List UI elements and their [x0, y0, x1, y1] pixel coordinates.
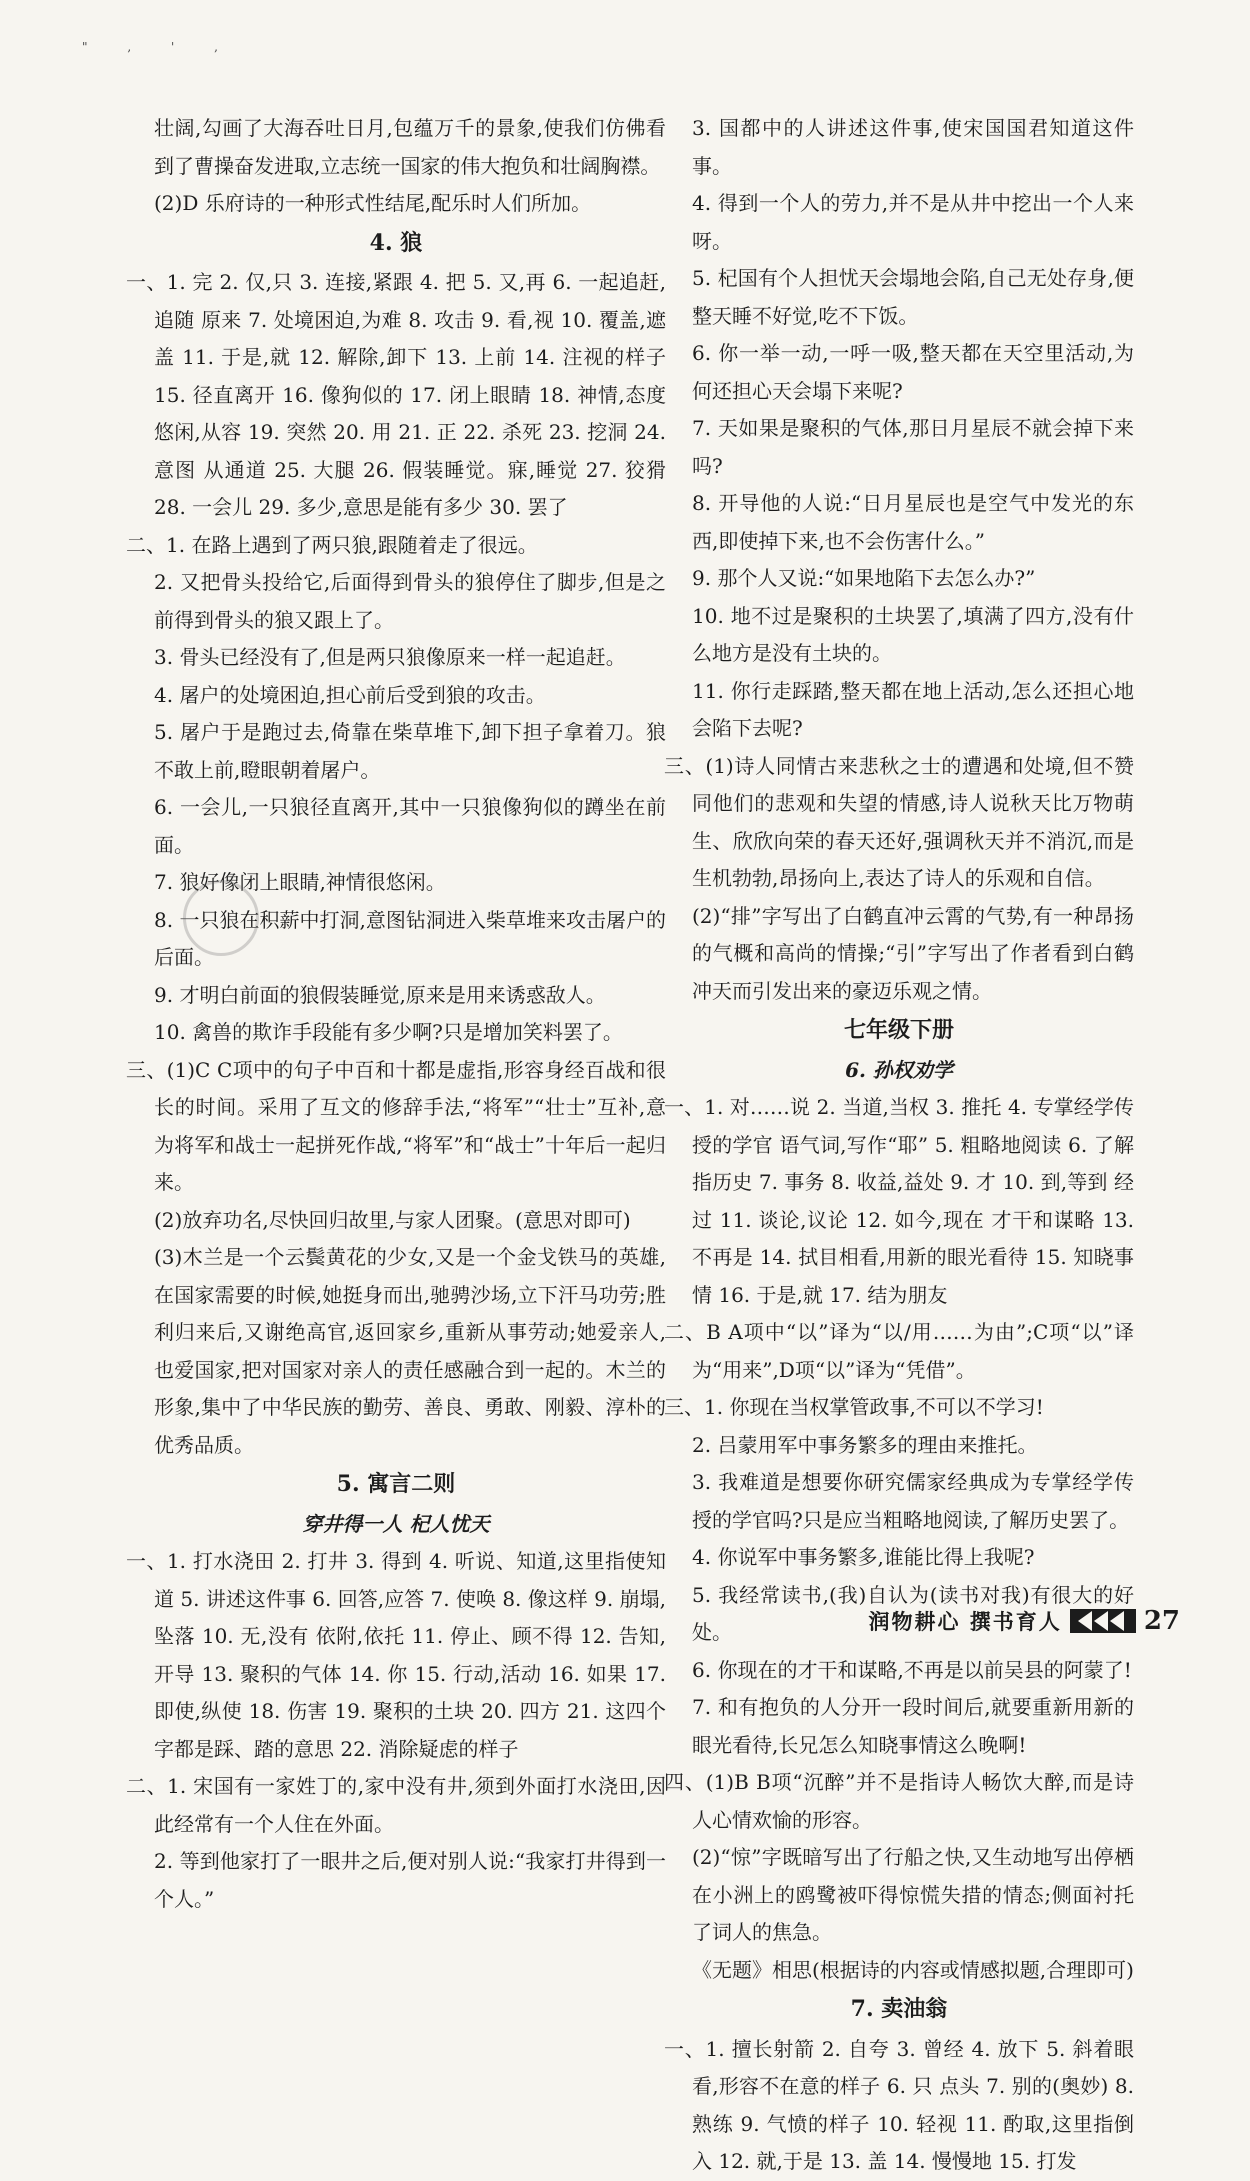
right-column: [664, 110, 1134, 2181]
answer-paragraph: 一、1. 打水浇田 2. 打井 3. 得到 4. 听说、知道,这里指使知道 5. 讲述这件事 6. 回答,应答 7. 使唤 8. 像这样 9. 崩塌,坠落 10. 无,没有 依附,依托 11. 停止、顾不得 12. 告知,开导 13. 聚积的气体 14. 你 15. 行动,活动 16. 如果 17. 即使,纵使 18. 伤害 19. 聚积的土块 20. 四方 21. 这四个字都是踩、踏的意思 22. 消除疑虑的样子: [126, 1549, 666, 1761]
answer-paragraph: 5. 我经常读书,(我)自认为(读书对我)有很大的好处。: [692, 1582, 1134, 1644]
answer-paragraph: 4. 屠户的处境困迫,担心前后受到狼的攻击。: [154, 682, 546, 707]
answer-paragraph: 三、(1)诗人同情古来悲秋之士的遭遇和处境,但不赞同他们的悲观和失望的情感,诗人说秋天比万物萌生、欣欣向荣的春天还好,强调秋天并不消沉,而是生机勃勃,昂扬向上,表达了诗人的乐观和自信。: [664, 753, 1134, 890]
answer-paragraph: 8. 开导他的人说:“日月星辰也是空气中发光的东西,即使掉下来,也不会伤害什么。”: [692, 491, 1134, 553]
section-heading: 7. 卖油翁: [850, 1996, 948, 2022]
answer-paragraph: (3)木兰是一个云鬓黄花的少女,又是一个金戈铁马的英雄,在国家需要的时候,她挺身而出,驰骋沙场,立下汗马功劳;胜利归来后,又谢绝高官,返回家乡,重新从事劳动;她爱亲人,也爱国家,把对国家对亲人的责任感融合到一起的。木兰的形象,集中了中华民族的勤劳、善良、勇敢、刚毅、淳朴的优秀品质。: [154, 1245, 666, 1457]
answer-paragraph: 一、1. 完 2. 仅,只 3. 连接,紧跟 4. 把 5. 又,再 6. 一起追赶,追随 原来 7. 处境困迫,为难 8. 攻击 9. 看,视 10. 覆盖,遮盖 11. 于是,就 12. 解除,卸下 13. 上前 14. 注视的样子 15. 径直离开 16. 像狗似的 17. 闭上眼睛 18. 神情,态度 悠闲,从容 19. 突然 20. 用 21. 正 22. 杀死 23. 挖洞 24. 意图 从通道 25. 大腿 26. 假装睡觉。寐,睡觉 27. 狡猾 28. 一会儿 29. 多少,意思是能有多少 30. 罢了: [126, 270, 666, 519]
section-heading: 4. 狼: [369, 229, 423, 256]
answer-paragraph: 3. 我难道是想要你研究儒家经典成为专掌经学传授的学官吗?只是应当粗略地阅读,了解历史罢了。: [692, 1470, 1134, 1532]
answer-paragraph: 《无题》相思(根据诗的内容或情感拟题,合理即可): [692, 1957, 1134, 1982]
answer-paragraph: 6. 你现在的才干和谋略,不再是以前吴县的阿蒙了!: [692, 1657, 1132, 1682]
section-subheading: 穿井得一人 杞人忧天: [302, 1511, 490, 1536]
answer-paragraph: (2)“排”字写出了白鹤直冲云霄的气势,有一种昂扬的气概和高尚的情操;“引”字写出了作者看到白鹤冲天而引发出来的豪迈乐观之情。: [692, 903, 1134, 1003]
section-heading: 5. 寓言二则: [336, 1471, 456, 1497]
answer-paragraph: 8. 一只狼在积薪中打洞,意图钻洞进入柴草堆来攻击屠户的后面。: [154, 907, 666, 969]
answer-paragraph: 2. 又把骨头投给它,后面得到骨头的狼停住了脚步,但是之前得到骨头的狼又跟上了。: [154, 570, 666, 632]
answer-paragraph: 7. 狼好像闭上眼睛,神情很悠闲。: [154, 870, 446, 894]
answer-paragraph: 9. 那个人又说:“如果地陷下去怎么办?”: [692, 566, 1036, 590]
footer-slogan: 润物耕心 撰书育人: [868, 1609, 1062, 1634]
answer-paragraph: 7. 和有抱负的人分开一段时间后,就要重新用新的眼光看待,长兄怎么知晓事情这么晚啊!: [692, 1695, 1134, 1757]
answer-paragraph: 三、1. 你现在当权掌管政事,不可以不学习!: [664, 1395, 1044, 1419]
answer-paragraph: 二、B A项中“以”译为“以/用……为由”;C项“以”译为“用来”,D项“以”译为“凭借”。: [664, 1320, 1134, 1382]
rewind-arrows-icon: [1070, 1607, 1136, 1635]
answer-paragraph: 5. 屠户于是跑过去,倚靠在柴草堆下,卸下担子拿着刀。狼不敢上前,瞪眼朝着屠户。: [154, 720, 666, 782]
answer-paragraph: 10. 禽兽的欺诈手段能有多少啊?只是增加笑料罢了。: [154, 1020, 623, 1044]
answer-paragraph: 4. 你说军中事务繁多,谁能比得上我呢?: [692, 1545, 1035, 1569]
answer-paragraph: 6. 一会儿,一只狼径直离开,其中一只狼像狗似的蹲坐在前面。: [154, 795, 666, 857]
answer-paragraph: 10. 地不过是聚积的土块罢了,填满了四方,没有什么地方是没有土块的。: [692, 603, 1134, 665]
answer-paragraph: 5. 杞国有个人担忧天会塌地会陷,自己无处存身,便整天睡不好觉,吃不下饭。: [692, 266, 1134, 328]
answer-paragraph: 三、(1)C C项中的句子中百和十都是虚指,形容身经百战和很长的时间。采用了互文的修辞手法,“将军”“壮士”互补,意为将军和战士一起拼死作战,“将军”和“战士”十年后一起归来。: [126, 1057, 666, 1194]
section-heading: 七年级下册: [843, 1017, 954, 1043]
answer-paragraph: 壮阔,勾画了大海吞吐日月,包蕴万千的景象,使我们仿佛看到了曹操奋发进取,立志统一国家的伟大抱负和壮阔胸襟。: [154, 116, 666, 178]
header-marks: " , ' ,: [82, 40, 236, 54]
section-subheading: 6. 孙权劝学: [845, 1057, 953, 1082]
answer-paragraph: 2. 吕蒙用军中事务繁多的理由来推托。: [692, 1432, 1038, 1457]
answer-paragraph: 6. 你一举一动,一呼一吸,整天都在天空里活动,为何还担心天会塌下来呢?: [692, 341, 1134, 403]
answer-paragraph: 11. 你行走踩踏,整天都在地上活动,怎么还担心地会陷下去呢?: [692, 678, 1134, 740]
answer-paragraph: 二、1. 在路上遇到了两只狼,跟随着走了很远。: [126, 532, 538, 557]
answer-paragraph: 4. 得到一个人的劳力,并不是从井中挖出一个人来呀。: [692, 191, 1134, 253]
answer-paragraph: 3. 骨头已经没有了,但是两只狼像原来一样一起追赶。: [154, 645, 626, 669]
answer-paragraph: 3. 国都中的人讲述这件事,使宋国国君知道这件事。: [692, 116, 1134, 178]
answer-paragraph: 2. 等到他家打了一眼井之后,便对别人说:“我家打井得到一个人。”: [154, 1849, 666, 1911]
answer-paragraph: 一、1. 擅长射箭 2. 自夸 3. 曾经 4. 放下 5. 斜着眼看,形容不在意的样子 6. 只 点头 7. 别的(奥妙) 8. 熟练 9. 气愤的样子 10. 轻视 11. 酌取,这里指倒入 12. 就,于是 13. 盖 14. 慢慢地 15. 打发: [664, 2036, 1134, 2173]
answer-paragraph: 9. 才明白前面的狼假装睡觉,原来是用来诱惑敌人。: [154, 982, 606, 1007]
stamp-icon: [183, 880, 259, 956]
answer-paragraph: 二、1. 宋国有一家姓丁的,家中没有井,须到外面打水浇田,因此经常有一个人住在外面。: [126, 1774, 666, 1836]
answer-paragraph: (2)放弃功名,尽快回归故里,与家人团聚。(意思对即可): [154, 1207, 631, 1232]
left-column: [126, 110, 666, 1918]
answer-paragraph: 四、(1)B B项“沉醉”并不是指诗人畅饮大醉,而是诗人心情欢愉的形容。: [664, 1770, 1134, 1832]
answer-paragraph: (2)D 乐府诗的一种形式性结尾,配乐时人们所加。: [154, 191, 592, 215]
footer: [869, 1606, 1181, 1636]
answer-paragraph: 一、1. 对……说 2. 当道,当权 3. 推托 4. 专掌经学传授的学官 语气词,写作“耶” 5. 粗略地阅读 6. 了解 指历史 7. 事务 8. 收益,益处 9. 才 10. 到,等到 经过 11. 谈论,议论 12. 如今,现在 才干和谋略 13. 不再是 14. 拭目相看,用新的眼光看待 15. 知晓事情 16. 于是,就 17. 结为朋友: [664, 1095, 1134, 1307]
answer-paragraph: (2)“惊”字既暗写出了行船之快,又生动地写出停栖在小洲上的鸥鹭被吓得惊慌失措的情态;侧面衬托了词人的焦急。: [692, 1845, 1134, 1944]
page-number: 27: [1143, 1606, 1180, 1636]
answer-paragraph: 7. 天如果是聚积的气体,那日月星辰不就会掉下来吗?: [692, 416, 1134, 478]
